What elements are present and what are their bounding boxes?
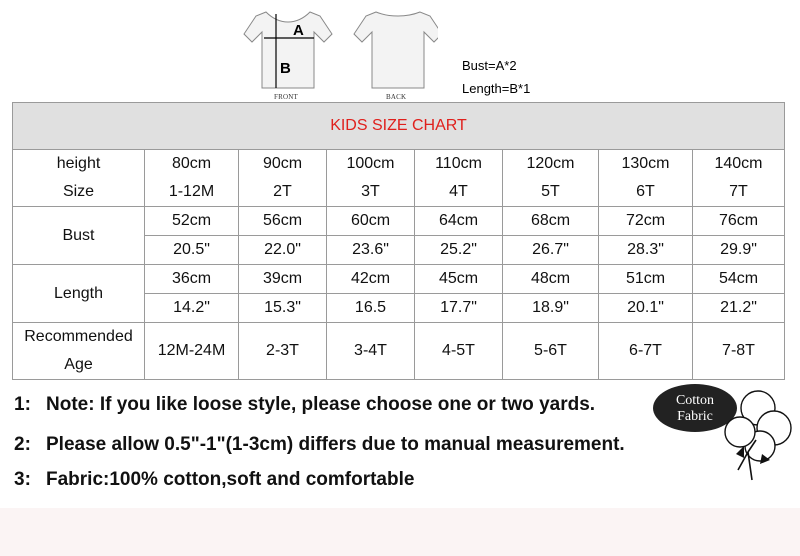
note-number: 3:: [14, 469, 31, 490]
age-label-line1: Recommended: [24, 328, 133, 345]
age-cell: 12M-24M: [145, 323, 239, 380]
bust-cm-cell: 76cm: [693, 207, 785, 236]
bust-cm-cell: 56cm: [239, 207, 327, 236]
bust-cm-cell: 64cm: [415, 207, 503, 236]
length-in-cell: 14.2": [145, 294, 239, 323]
size-value: 1-12M: [168, 183, 215, 200]
note-2: [14, 434, 625, 456]
header-cell: [415, 150, 503, 207]
length-cm-cell: 54cm: [693, 265, 785, 294]
length-cm-cell: 45cm: [415, 265, 503, 294]
bust-in-cell: 26.7": [503, 236, 599, 265]
length-in-cell: 17.7": [415, 294, 503, 323]
length-formula: Length=B*1: [462, 81, 531, 96]
front-caption: FRONT: [274, 93, 298, 101]
size-value: 3T: [361, 183, 380, 200]
bust-in-cell: 23.6": [327, 236, 415, 265]
measure-label-b: B: [280, 60, 291, 77]
height-value: 110cm: [435, 155, 482, 172]
header-cell: [503, 150, 599, 207]
header-cell: [145, 150, 239, 207]
length-cm-cell: 51cm: [599, 265, 693, 294]
length-in-cell: 15.3": [239, 294, 327, 323]
header-cell: [239, 150, 327, 207]
age-label-cell: [13, 323, 145, 380]
bust-cm-row: [13, 207, 785, 236]
bust-in-cell: 28.3": [599, 236, 693, 265]
bust-in-cell: 25.2": [415, 236, 503, 265]
note-1: [14, 394, 595, 416]
length-label: Length: [13, 265, 145, 323]
bust-in-cell: 22.0": [239, 236, 327, 265]
footer-band: [0, 508, 800, 556]
tshirt-diagram: [238, 4, 438, 104]
height-value: 120cm: [526, 155, 575, 172]
height-value: 80cm: [171, 155, 212, 172]
cotton-flower-icon: [648, 380, 798, 490]
back-caption: BACK: [386, 93, 407, 101]
tshirt-illustration: [238, 4, 438, 104]
bust-cm-cell: 52cm: [145, 207, 239, 236]
length-in-cell: 16.5: [327, 294, 415, 323]
age-cell: 7-8T: [693, 323, 785, 380]
length-cm-cell: 48cm: [503, 265, 599, 294]
size-value: 5T: [541, 183, 560, 200]
header-cell: [693, 150, 785, 207]
age-cell: 4-5T: [415, 323, 503, 380]
cotton-logo-line1: Cotton: [675, 393, 715, 408]
note-3: [14, 469, 414, 491]
age-cell: 3-4T: [327, 323, 415, 380]
size-value: 4T: [449, 183, 468, 200]
length-cm-row: [13, 265, 785, 294]
age-label-line2: Age: [64, 356, 93, 373]
height-value: 100cm: [346, 155, 395, 172]
measure-label-a: A: [293, 22, 304, 39]
bust-in-cell: 20.5": [145, 236, 239, 265]
header-label-cell: [13, 150, 145, 207]
bust-formula: Bust=A*2: [462, 58, 517, 73]
height-value: 140cm: [714, 155, 763, 172]
header-cell: [327, 150, 415, 207]
table-header-row: [13, 150, 785, 207]
length-in-cell: 20.1": [599, 294, 693, 323]
length-in-cell: 18.9": [503, 294, 599, 323]
note-text: Please allow 0.5"-1"(1-3cm) differs due to manual measurement.: [46, 434, 625, 455]
header-label-height: height: [56, 155, 101, 172]
note-number: 1:: [14, 394, 31, 415]
note-text: Fabric:100% cotton,soft and comfortable: [46, 469, 415, 490]
length-cm-cell: 39cm: [239, 265, 327, 294]
length-cm-cell: 36cm: [145, 265, 239, 294]
size-value: 2T: [273, 183, 292, 200]
header-label-size: Size: [62, 183, 95, 200]
table-title: KIDS SIZE CHART: [13, 103, 785, 150]
size-value: 7T: [729, 183, 748, 200]
table-title-row: [13, 103, 785, 150]
bust-cm-cell: 72cm: [599, 207, 693, 236]
height-value: 90cm: [262, 155, 303, 172]
note-text: Note: If you like loose style, please choose one or two yards.: [46, 394, 596, 415]
size-chart-table: [12, 102, 785, 380]
cotton-fabric-logo: [648, 380, 798, 490]
header-cell: [599, 150, 693, 207]
bust-in-cell: 29.9": [693, 236, 785, 265]
bust-cm-cell: 68cm: [503, 207, 599, 236]
cotton-logo-line2: Fabric: [677, 409, 713, 424]
note-number: 2:: [14, 434, 31, 455]
bust-label: Bust: [13, 207, 145, 265]
length-cm-cell: 42cm: [327, 265, 415, 294]
length-in-cell: 21.2": [693, 294, 785, 323]
age-row: [13, 323, 785, 380]
height-value: 130cm: [621, 155, 670, 172]
age-cell: 6-7T: [599, 323, 693, 380]
bust-cm-cell: 60cm: [327, 207, 415, 236]
age-cell: 2-3T: [239, 323, 327, 380]
age-cell: 5-6T: [503, 323, 599, 380]
size-value: 6T: [636, 183, 655, 200]
